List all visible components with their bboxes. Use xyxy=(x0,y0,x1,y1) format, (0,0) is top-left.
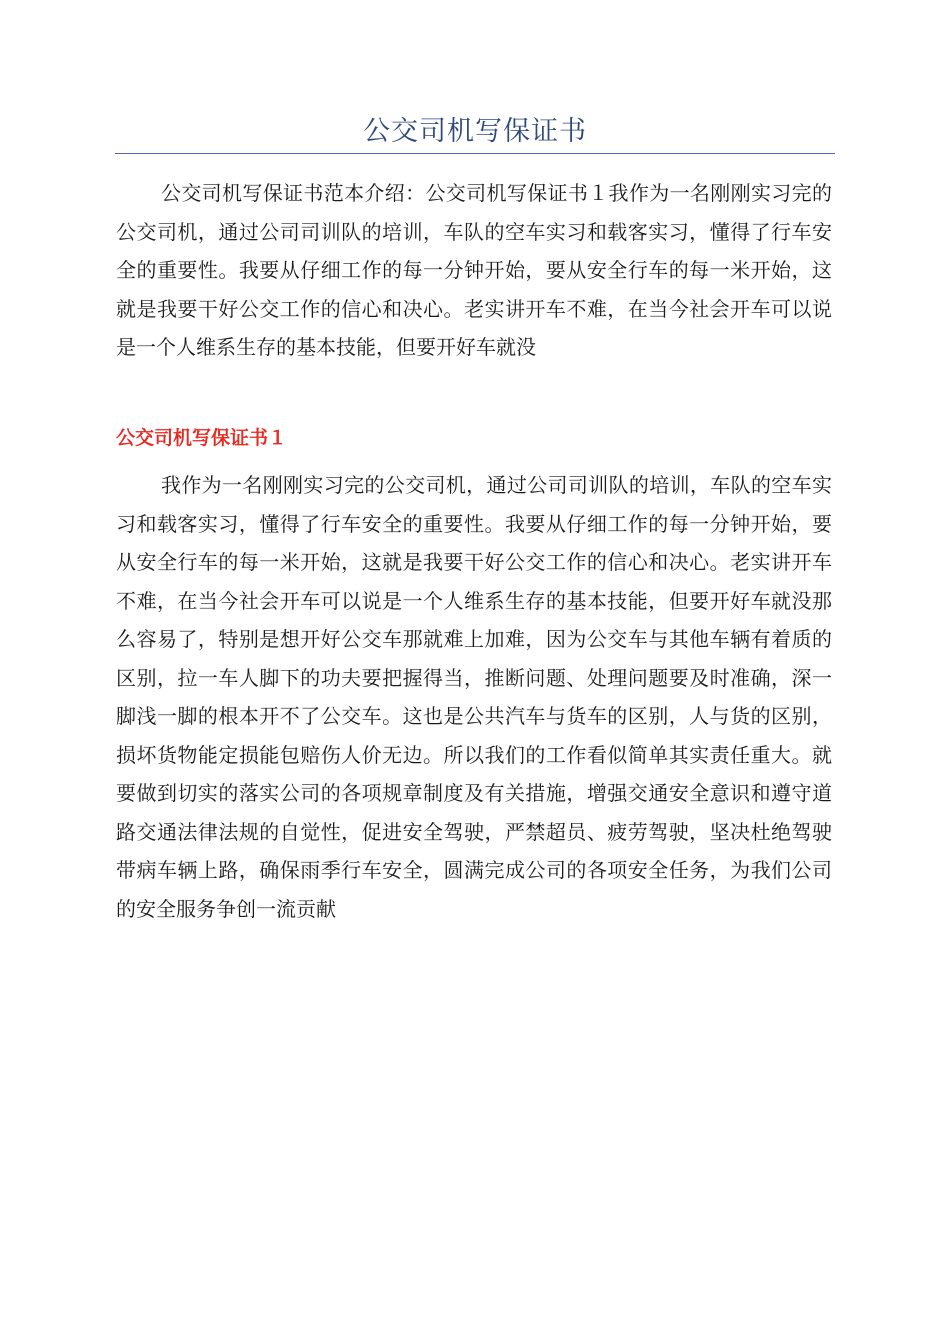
intro-paragraph: 公交司机写保证书范本介绍：公交司机写保证书１我作为一名刚刚实习完的公交司机，通过公司司训队的培训，车队的空车实习和载客实习，懂得了行车安全的重要性。我要从仔细工作的每一分钟开始，要从安全行车的每一米开始，这就是我要干好公交工作的信心和决心。老实讲开车不难，在当今社会开车可以说是一个人维系生存的基本技能，但要开好车就没 xyxy=(116,181,832,359)
section-heading: 公交司机写保证书１ xyxy=(116,427,288,449)
body-paragraph: 我作为一名刚刚实习完的公交司机，通过公司司训队的培训，车队的空车实习和载客实习，懂得了行车安全的重要性。我要从仔细工作的每一分钟开始，要从安全行车的每一米开始，这就是我要干好公交工作的信心和决心。老实讲开车不难，在当今社会开车可以说是一个人维系生存的基本技能，但要开好车就没那么容易了，特别是想开好公交车那就难上加难，因为公交车与其他车辆有着质的区别，拉一车人脚下的功夫要把握得当，推断问题、处理问题要及时准确，深一脚浅一脚的根本开不了公交车。这也是公共汽车与货车的区别，人与货的区别，损坏货物能定损能包赔伤人价无边。所以我们的工作看似简单其实责任重大。就要做到切实的落实公司的各项规章制度及有关措施，增强交通安全意识和遵守道路交通法律法规的自觉性，促进安全驾驶，严禁超员、疲劳驾驶，坚决杜绝驾驶带病车辆上路，确保雨季行车安全，圆满完成公司的各项安全任务，为我们公司的安全服务争创一流贡献 xyxy=(116,473,832,921)
document-title: 公交司机写保证书 xyxy=(363,116,587,147)
title-underline xyxy=(115,153,835,154)
